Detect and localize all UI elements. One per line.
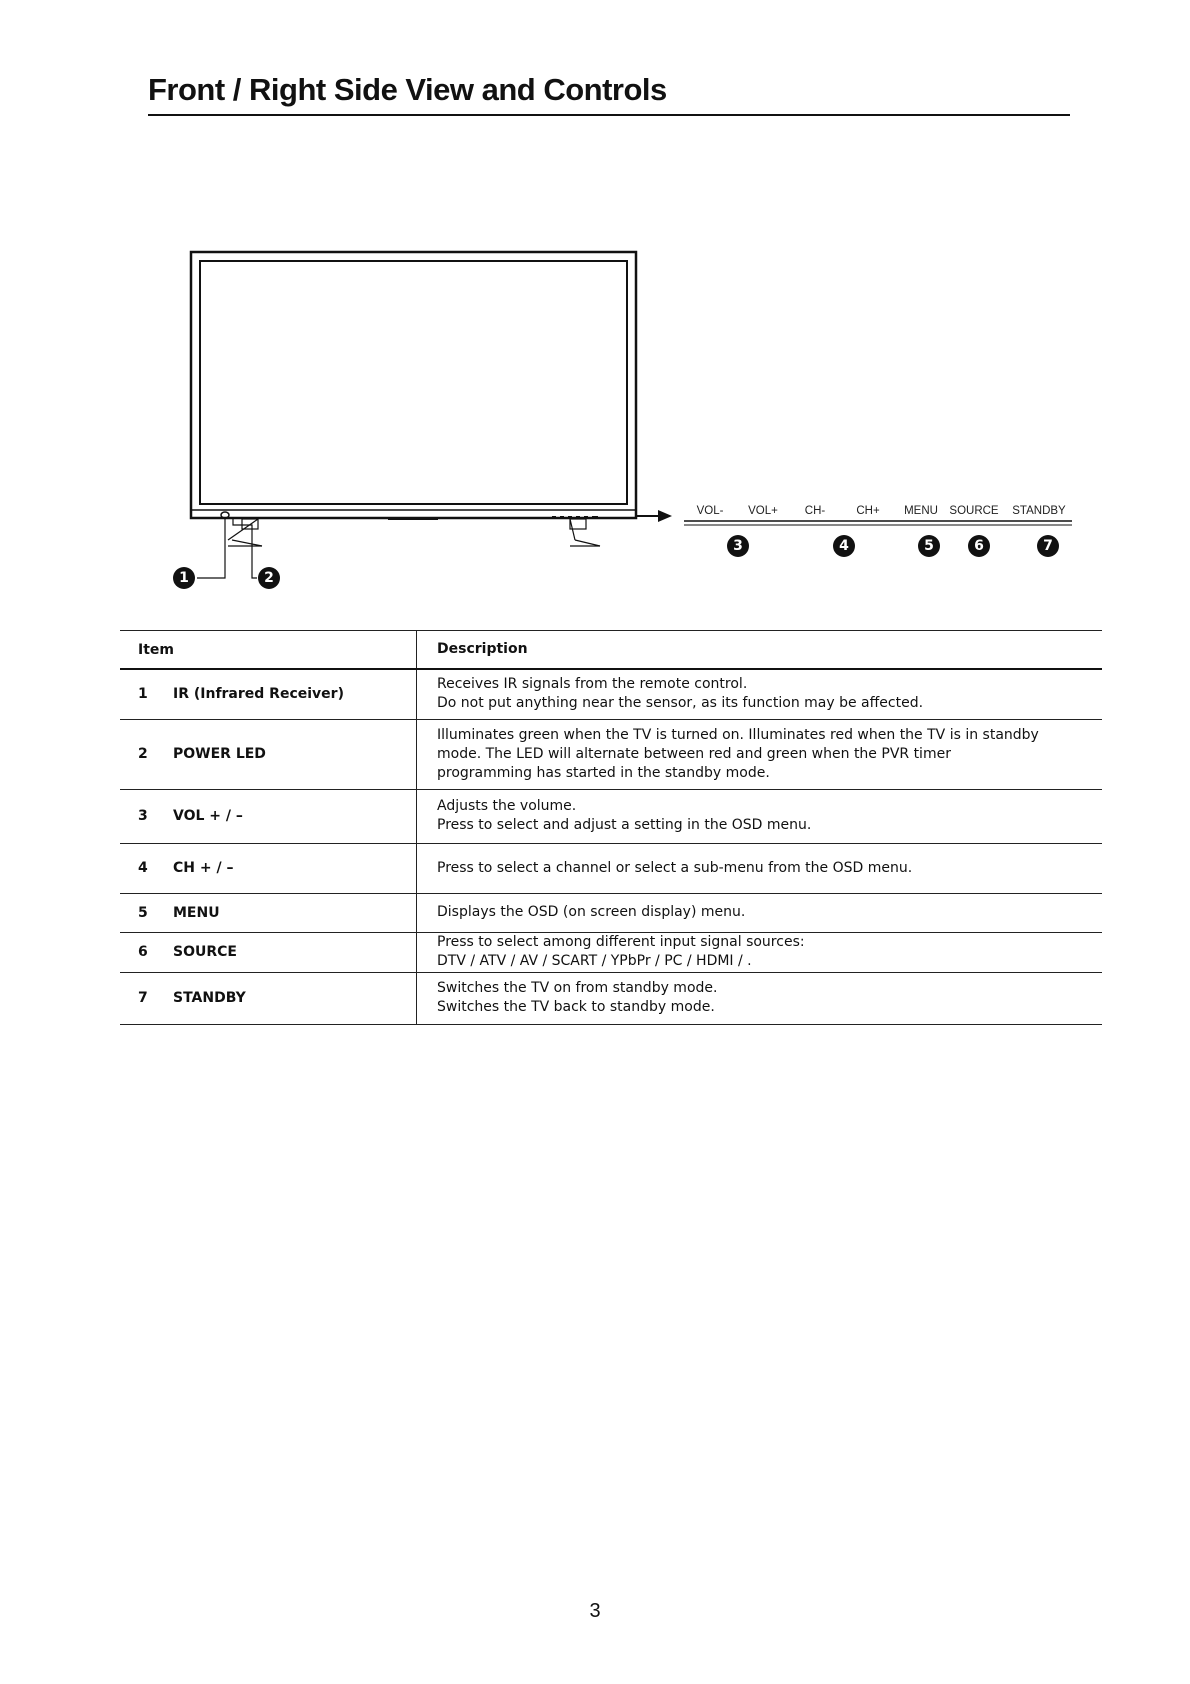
item-description: Adjusts the volume. [437, 798, 577, 814]
item-name: IR (Infrared Receiver) [173, 686, 344, 703]
item-number: 1 [138, 686, 148, 703]
item-name: VOL + / – [173, 808, 243, 824]
table-row [120, 932, 1102, 972]
item-number: 2 [138, 746, 148, 762]
control-label-source: SOURCE [949, 505, 999, 517]
item-description: Switches the TV back to standby mode. [437, 999, 715, 1015]
right-stand [570, 519, 600, 546]
tv-outer-frame [191, 252, 636, 518]
tv-screen [200, 261, 627, 504]
callout-5: 5 [918, 535, 940, 557]
item-description: Switches the TV on from standby mode. [437, 980, 718, 996]
item-number: 4 [138, 860, 148, 876]
item-name: POWER LED [173, 746, 266, 762]
arrow-head [658, 510, 672, 522]
item-header-label: Item [138, 641, 174, 658]
tv-logo-strip [388, 517, 438, 520]
item-name: STANDBY [173, 990, 246, 1006]
page-title: Front / Right Side View and Controls [148, 72, 667, 107]
item-description: Press to select and adjust a setting in the OSD menu. [437, 817, 812, 833]
item-description: mode. The LED will alternate between red and green when the PVR timer [437, 745, 951, 762]
item-number: 6 [138, 944, 148, 960]
table-row [120, 669, 1102, 719]
callout-3: 3 [727, 535, 749, 557]
item-description: Do not put anything near the sensor, as its function may be affected. [437, 695, 924, 712]
table-row [120, 972, 1102, 1024]
control-label-standby: STANDBY [1012, 505, 1066, 517]
callout-1-leader [197, 519, 225, 578]
controls-table [120, 630, 1102, 1025]
page-number: 3 [589, 1600, 601, 1622]
table-row [120, 719, 1102, 789]
item-number: 5 [138, 904, 148, 921]
item-description: Press to select among different input signal sources: [437, 934, 805, 950]
control-label-vol-minus: VOL- [696, 505, 724, 517]
control-label-ch-plus: CH+ [856, 505, 880, 517]
item-description: Illuminates green when the TV is turned on. Illuminates red when the TV is in standby [437, 726, 1039, 743]
table-row [120, 789, 1102, 843]
control-label-menu: MENU [904, 505, 938, 517]
item-description: Press to select a channel or select a sub-menu from the OSD menu. [437, 859, 913, 876]
callout-4: 4 [833, 535, 855, 557]
item-description: DTV / ATV / AV / SCART / YPbPr / PC / HDMI / . [437, 953, 752, 969]
control-label-vol-plus: VOL+ [748, 505, 778, 517]
item-name: CH + / – [173, 860, 234, 876]
table-row [120, 843, 1102, 893]
callout-2: 2 [258, 567, 280, 589]
item-description: programming has started in the standby mode. [437, 764, 770, 781]
description-column-header: Description [437, 641, 528, 657]
item-name: MENU [173, 904, 220, 921]
callout-1: 1 [173, 567, 195, 589]
callout-7: 7 [1037, 535, 1059, 557]
tv-front-diagram [0, 0, 1190, 620]
item-description: Receives IR signals from the remote control. [437, 676, 748, 693]
item-description: Displays the OSD (on screen display) menu. [437, 904, 746, 920]
callout-6: 6 [968, 535, 990, 557]
item-column-header [120, 631, 417, 670]
table-header-row [120, 631, 1102, 670]
item-number: 7 [138, 990, 148, 1006]
item-number: 3 [138, 808, 148, 824]
control-label-ch-minus: CH- [804, 505, 826, 517]
table-row [120, 893, 1102, 932]
item-name: SOURCE [173, 944, 237, 960]
